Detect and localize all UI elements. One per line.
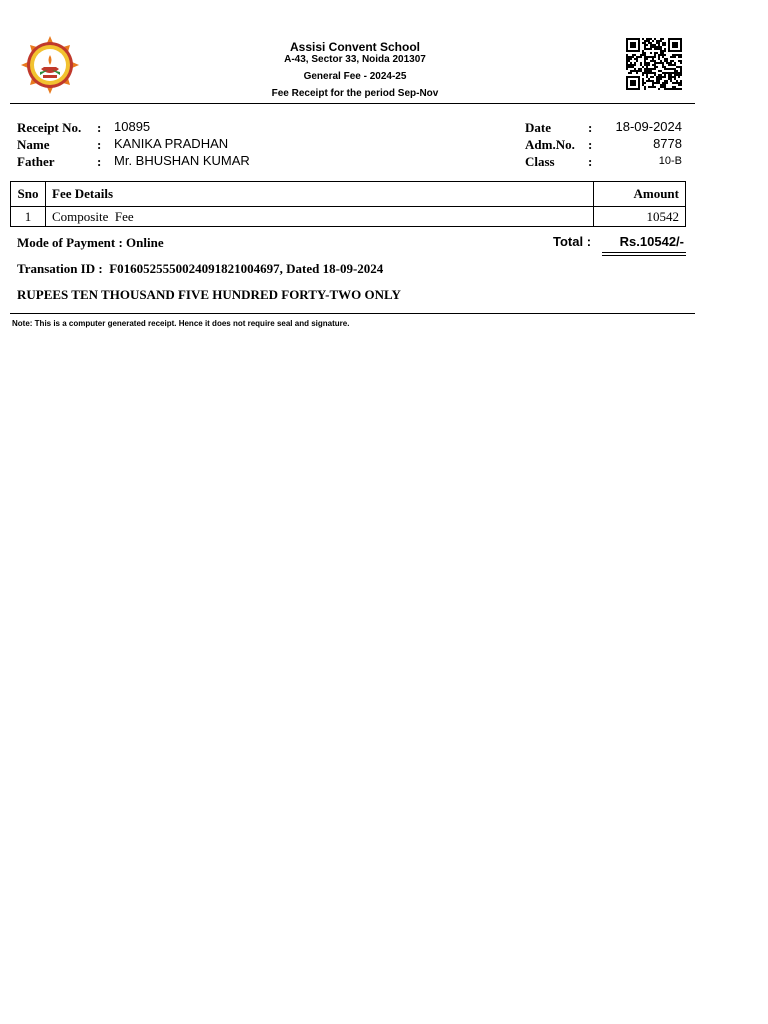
school-emblem-icon <box>16 36 84 94</box>
father-value: Mr. BHUSHAN KUMAR <box>114 153 250 168</box>
row-sno: 1 <box>11 207 46 227</box>
colon: : <box>588 154 593 169</box>
transaction-id: Transation ID : F0160525550024091821004697, Dated 18-09-2024 <box>17 261 384 276</box>
date-value: 18-09-2024 <box>615 119 682 134</box>
amount-header: Amount <box>594 182 686 207</box>
payment-mode: Mode of Payment : Online <box>17 235 164 250</box>
school-name: Assisi Convent School <box>289 40 421 54</box>
fee-details-header: Fee Details <box>46 182 594 207</box>
fee-table <box>10 181 686 227</box>
name-value: KANIKA PRADHAN <box>114 136 229 151</box>
school-address: A-43, Sector 33, Noida 201307 <box>284 54 426 65</box>
fee-title: General Fee - 2024-25 <box>303 71 407 82</box>
footer-divider <box>10 313 695 314</box>
header-divider <box>10 103 695 104</box>
footer-note: Note: This is a computer generated receipt. Hence it does not require seal and signature. <box>12 319 350 328</box>
adm-no-label: Adm.No. <box>525 137 575 152</box>
table-header-row <box>11 182 686 207</box>
class-value: 10-B <box>658 155 682 167</box>
colon: : <box>97 137 102 152</box>
sno-header: Sno <box>11 182 46 207</box>
father-label: Father <box>17 154 55 169</box>
total-label: Total : <box>553 234 592 249</box>
receipt-no-label: Receipt No. <box>17 120 82 135</box>
colon: : <box>97 120 102 135</box>
table-row <box>11 207 686 227</box>
row-fee-details: Composite Fee <box>46 207 594 227</box>
colon: : <box>97 154 102 169</box>
colon: : <box>588 120 593 135</box>
row-amount: 10542 <box>594 207 686 227</box>
adm-no-value: 8778 <box>653 136 682 151</box>
total-double-underline <box>602 252 686 256</box>
qr-code-icon <box>626 38 682 90</box>
class-label: Class <box>525 154 555 169</box>
total-value: Rs.10542/- <box>619 234 684 249</box>
school-logo <box>16 36 84 94</box>
receipt-no-value: 10895 <box>114 119 151 134</box>
colon: : <box>588 137 593 152</box>
amount-in-words: RUPEES TEN THOUSAND FIVE HUNDRED FORTY-TWO ONLY <box>17 287 401 302</box>
date-label: Date <box>525 120 551 135</box>
name-label: Name <box>17 137 50 152</box>
receipt-period: Fee Receipt for the period Sep-Nov <box>271 88 439 99</box>
